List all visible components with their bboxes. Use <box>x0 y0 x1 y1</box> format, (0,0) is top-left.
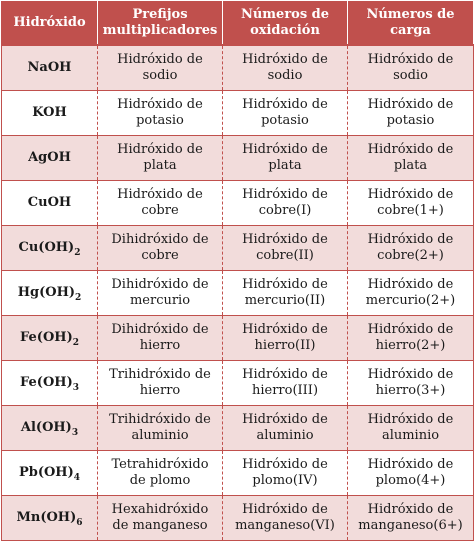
carga-line2: cobre(1+) <box>377 203 444 218</box>
table-row <box>2 406 474 451</box>
formula-base: Pb(OH) <box>18 465 74 480</box>
table-row <box>2 91 474 136</box>
formula-base: KOH <box>32 105 67 120</box>
table-row <box>2 496 474 541</box>
oxidacion-line2: sodio <box>267 68 303 83</box>
oxidacion-line2: manganeso(VI) <box>235 518 335 533</box>
formula-subscript: 3 <box>72 383 79 393</box>
carga-cell <box>348 316 474 361</box>
formula-cell <box>2 181 98 226</box>
oxidacion-line2: plata <box>268 158 302 173</box>
formula-cell <box>2 271 98 316</box>
prefijos-line1: Dihidróxido de <box>111 232 209 247</box>
carga-cell <box>348 496 474 541</box>
formula-cell <box>2 45 98 91</box>
formula-cell <box>2 91 98 136</box>
oxidacion-line1: Hidróxido de <box>242 322 328 337</box>
formula-cell <box>2 226 98 271</box>
prefijos-line1: Hidróxido de <box>117 52 203 67</box>
prefijos-cell <box>98 91 223 136</box>
oxidacion-line2: potasio <box>261 113 309 128</box>
formula-cell <box>2 406 98 451</box>
prefijos-line2: cobre <box>141 203 179 218</box>
carga-cell <box>348 226 474 271</box>
prefijos-line1: Hexahidróxido <box>111 502 209 517</box>
prefijos-cell <box>98 316 223 361</box>
table-row <box>2 361 474 406</box>
formula-base: Hg(OH) <box>17 285 75 300</box>
table-row <box>2 45 474 91</box>
prefijos-line1: Tetrahidróxido <box>111 457 209 472</box>
prefijos-cell <box>98 271 223 316</box>
oxidacion-line2: cobre(II) <box>256 248 314 263</box>
carga-cell <box>348 406 474 451</box>
oxidacion-cell <box>223 226 348 271</box>
oxidacion-cell <box>223 136 348 181</box>
header-hidroxido <box>2 1 98 45</box>
header-carga-line1: Números de <box>366 6 455 22</box>
formula-base: NaOH <box>27 60 72 75</box>
oxidacion-line1: Hidróxido de <box>242 277 328 292</box>
carga-cell <box>348 91 474 136</box>
prefijos-cell <box>98 45 223 91</box>
prefijos-line2: cobre <box>141 248 179 263</box>
oxidacion-line1: Hidróxido de <box>242 412 328 427</box>
carga-cell <box>348 45 474 91</box>
prefijos-line1: Hidróxido de <box>117 142 203 157</box>
prefijos-cell <box>98 451 223 496</box>
oxidacion-line2: mercurio(II) <box>244 293 326 308</box>
prefijos-line2: hierro <box>139 383 181 398</box>
header-row <box>2 1 474 45</box>
formula-base: AgOH <box>28 150 71 165</box>
prefijos-line2: de plomo <box>129 473 191 488</box>
oxidacion-line1: Hidróxido de <box>242 232 328 247</box>
formula-base: Mn(OH) <box>16 510 77 525</box>
oxidacion-cell <box>223 45 348 91</box>
oxidacion-line1: Hidróxido de <box>242 367 328 382</box>
oxidacion-line1: Hidróxido de <box>242 457 328 472</box>
carga-line1: Hidróxido de <box>367 52 454 67</box>
carga-line2: hierro(3+) <box>375 383 446 398</box>
header-carga-line2: carga <box>390 22 431 38</box>
carga-line1: Hidróxido de <box>367 232 454 247</box>
prefijos-line2: sodio <box>142 68 178 83</box>
oxidacion-cell <box>223 406 348 451</box>
oxidacion-line2: hierro(II) <box>254 338 316 353</box>
carga-line1: Hidróxido de <box>367 322 454 337</box>
formula-subscript: 3 <box>71 428 79 438</box>
oxidacion-line1: Hidróxido de <box>242 187 328 202</box>
oxidacion-line1: Hidróxido de <box>242 142 328 157</box>
oxidacion-line2: cobre(I) <box>258 203 312 218</box>
table-row <box>2 181 474 226</box>
prefijos-cell <box>98 406 223 451</box>
oxidacion-cell <box>223 181 348 226</box>
oxidacion-cell <box>223 451 348 496</box>
carga-line1: Hidróxido de <box>367 187 454 202</box>
table-row <box>2 226 474 271</box>
prefijos-line1: Dihidróxido de <box>111 322 209 337</box>
table-row <box>2 316 474 361</box>
formula-subscript: 2 <box>74 248 81 258</box>
carga-line2: hierro(2+) <box>375 338 446 353</box>
oxidacion-cell <box>223 271 348 316</box>
carga-line2: potasio <box>386 113 435 128</box>
prefijos-line2: aluminio <box>131 428 189 443</box>
oxidacion-cell <box>223 361 348 406</box>
prefijos-line1: Dihidróxido de <box>111 277 209 292</box>
formula-cell <box>2 451 98 496</box>
carga-line1: Hidróxido de <box>367 97 454 112</box>
oxidacion-line2: plomo(IV) <box>252 473 318 488</box>
header-hidroxido-label: Hidróxido <box>13 14 86 30</box>
carga-line1: Hidróxido de <box>367 502 454 517</box>
header-oxidacion-line2: oxidación <box>250 22 320 38</box>
oxidacion-line1: Hidróxido de <box>242 97 328 112</box>
oxidacion-line1: Hidróxido de <box>242 502 328 517</box>
formula-subscript: 6 <box>76 518 83 528</box>
prefijos-line1: Trihidróxido de <box>109 367 211 382</box>
header-carga <box>348 1 474 45</box>
prefijos-line1: Trihidróxido de <box>109 412 211 427</box>
prefijos-line1: Hidróxido de <box>117 187 203 202</box>
prefijos-cell <box>98 226 223 271</box>
header-oxidacion <box>223 1 348 45</box>
carga-line1: Hidróxido de <box>367 457 454 472</box>
oxidacion-cell <box>223 496 348 541</box>
carga-line2: manganeso(6+) <box>358 518 463 533</box>
header-prefijos-line1: Prefijos <box>132 6 188 22</box>
carga-line1: Hidróxido de <box>367 277 454 292</box>
table-body <box>2 45 474 541</box>
formula-cell <box>2 316 98 361</box>
carga-line2: cobre(2+) <box>377 248 444 263</box>
prefijos-line1: Hidróxido de <box>117 97 203 112</box>
carga-cell <box>348 181 474 226</box>
carga-line2: mercurio(2+) <box>365 293 456 308</box>
prefijos-line2: plata <box>143 158 177 173</box>
formula-base: Fe(OH) <box>20 375 73 390</box>
hydroxide-nomenclature-table <box>1 1 474 541</box>
oxidacion-cell <box>223 316 348 361</box>
formula-cell <box>2 361 98 406</box>
formula-subscript: 4 <box>73 473 81 483</box>
carga-line2: sodio <box>393 68 428 83</box>
carga-line1: Hidróxido de <box>367 412 454 427</box>
formula-base: Fe(OH) <box>20 330 73 345</box>
header-prefijos <box>98 1 223 45</box>
prefijos-cell <box>98 136 223 181</box>
carga-line1: Hidróxido de <box>367 142 454 157</box>
formula-base: Al(OH) <box>20 420 72 435</box>
oxidacion-cell <box>223 91 348 136</box>
table-row <box>2 271 474 316</box>
prefijos-cell <box>98 496 223 541</box>
prefijos-line2: potasio <box>136 113 184 128</box>
prefijos-line2: hierro <box>139 338 181 353</box>
carga-line2: plata <box>393 158 428 173</box>
carga-cell <box>348 451 474 496</box>
prefijos-line2: mercurio <box>129 293 191 308</box>
carga-cell <box>348 361 474 406</box>
formula-base: Cu(OH) <box>18 240 75 255</box>
formula-cell <box>2 136 98 181</box>
oxidacion-line2: hierro(III) <box>251 383 319 398</box>
carga-cell <box>348 136 474 181</box>
table-row <box>2 136 474 181</box>
table-header <box>2 1 474 45</box>
prefijos-cell <box>98 361 223 406</box>
formula-subscript: 2 <box>72 338 79 348</box>
formula-base: CuOH <box>27 195 72 210</box>
prefijos-cell <box>98 181 223 226</box>
oxidacion-line1: Hidróxido de <box>242 52 328 67</box>
prefijos-line2: de manganeso <box>112 518 208 533</box>
table-row <box>2 451 474 496</box>
header-prefijos-line2: multiplicadores <box>102 22 218 38</box>
oxidacion-line2: aluminio <box>256 428 314 443</box>
carga-cell <box>348 271 474 316</box>
carga-line1: Hidróxido de <box>367 367 454 382</box>
carga-line2: aluminio <box>381 428 440 443</box>
formula-subscript: 2 <box>75 293 82 303</box>
carga-line2: plomo(4+) <box>375 473 446 488</box>
formula-cell <box>2 496 98 541</box>
header-oxidacion-line1: Números de <box>240 6 330 22</box>
